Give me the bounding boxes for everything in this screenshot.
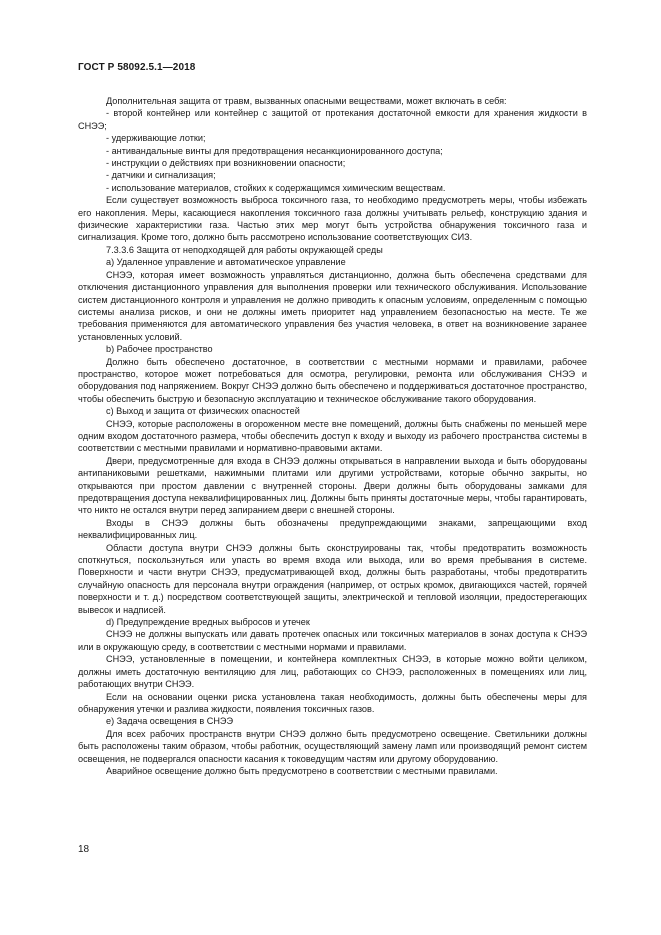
standard-header: ГОСТ Р 58092.5.1—2018: [78, 62, 196, 73]
paragraph: Если существует возможность выброса токсичного газа, то необходимо предусмотреть меры, чтобы избежать его накопления. Меры, касающиеся накопления токсичного газа должны учитывать рельеф, конструкцию здания и физические характеристики газа. Частью этих мер могут быть устройства обнаружения токсичного газа и сигнализация. Кроме того, должно быть рассмотрено использование соответствующих СИЗ.: [78, 195, 587, 243]
list-item: - удерживающие лотки;: [106, 133, 206, 144]
subsection-heading: а) Удаленное управление и автоматическое управление: [106, 257, 346, 268]
list-item: - антивандальные винты для предотвращения несанкционированного доступа;: [106, 145, 443, 156]
document-body: [78, 95, 587, 777]
paragraph: Входы в СНЭЭ должны быть обозначены предупреждающими знаками, запрещающими вход неквалифицированных лиц.: [78, 517, 587, 541]
subsection-heading: e) Задача освещения в СНЭЭ: [106, 716, 234, 727]
page-number: 18: [78, 844, 90, 855]
subsection-heading: c) Выход и защита от физических опасностей: [106, 406, 300, 417]
paragraph: Аварийное освещение должно быть предусмотрено в соответствии с местными правилами.: [106, 765, 498, 776]
paragraph: СНЭЭ не должны выпускать или давать протечек опасных или токсичных материалов в зонах доступа к СНЭЭ или в окружающую среду, в соответствии с местными нормами и правилами.: [78, 629, 587, 652]
subsection-heading: b) Рабочее пространство: [106, 344, 213, 355]
paragraph: СНЭЭ, установленные в помещении, и контейнера комплектных СНЭЭ, в которые можно войти целиком, должны иметь достаточную вентиляцию для лиц, работающих со СНЭЭ, расположенных в помещениях или лиц, работающих внутри СНЭЭ.: [78, 654, 587, 690]
paragraph: СНЭЭ, которые расположены в огороженном месте вне помещений, должны быть снабжены по меньшей мере одним входом достаточного размера, чтобы обеспечить доступ к входу и выходу из рабочего пространства системы в соответствии с местными правилами и нормативно-правовыми актами.: [78, 418, 587, 454]
list-item: - второй контейнер или контейнер с защитой от протекания достаточной емкости для хранения жидкости в СНЭЭ;: [78, 108, 587, 131]
paragraph: Должно быть обеспечено достаточное, в соответствии с местными нормами и правилами, рабочее пространство, которое может потребоваться для осмотра, регулировки, ремонта или обслуживания СНЭЭ и оборудования под напряжением. Вокруг СНЭЭ должно быть обеспечено и поддерживаться достаточное пространство, чтобы обеспечить быструю и безопасную эксплуатацию и техническое обслуживание такого оборудования.: [78, 356, 587, 404]
list-item: - использование материалов, стойких к содержащимся химическим веществам.: [106, 182, 446, 193]
paragraph: СНЭЭ, которая имеет возможность управляться дистанционно, должна быть обеспечена средствами для отключения дистанционного управления для выполнения проверки или технического обслуживания. Использование систем дистанционного контроля и управления не должно приводить к опасным условиям, определенным с помощью системы анализа рисков, и они не должны иметь приоритет над управлением безопасностью на месте. Те же требования применяются для автоматического управления без участия человека, в ответ на возникновение заранее установленных условий.: [78, 269, 587, 342]
list-item: - инструкции о действиях при возникновении опасности;: [106, 158, 346, 169]
paragraph: Если на основании оценки риска установлена такая необходимость, должны быть обеспечены меры для обнаружения утечки и разлива жидкости, появления токсичных газов.: [78, 691, 587, 714]
section-heading: 7.3.3.6 Защита от неподходящей для работы окружающей среды: [106, 244, 383, 255]
paragraph: Для всех рабочих пространств внутри СНЭЭ должно быть предусмотрено освещение. Светильники должны быть расположены таким образом, чтобы работник, осуществляющий замену ламп или производящий ремонт систем освещения, не подвергался опасности касания к токоведущим частям или другому оборудованию.: [78, 728, 587, 764]
paragraph: Дополнительная защита от травм, вызванных опасными веществами, может включать в себя:: [106, 96, 507, 106]
paragraph: Двери, предусмотренные для входа в СНЭЭ должны открываться в направлении выхода и быть оборудованы антипаниковыми решетками, нажимными плитами или другими устройствами, которые обычно закрыты, но открываются при простом давлении с внутренней стороны. Двери должны быть оборудованы замками для предотвращения доступа неквалифицированных лиц. Должны быть приняты достаточные меры, чтобы гарантировать, что никто не остался внутри перед запиранием двери с внешней стороны.: [78, 455, 587, 516]
subsection-heading: d) Предупреждение вредных выбросов и утечек: [106, 617, 310, 628]
list-item: - датчики и сигнализация;: [106, 170, 216, 181]
paragraph: Области доступа внутри СНЭЭ должны быть сконструированы так, чтобы предотвратить возможность споткнуться, поскользнуться или упасть во время входа или выхода, или во время пребывания в системе. Поверхности и части внутри СНЭЭ, предусматривающей вход, должны быть разработаны, чтобы предотвратить случайную опасность для персонала внутри ограждения (например, от острых кромок, двигающихся частей, горячей поверхности и т. д.) посредством соответствующей защиты, электрической и тепловой изоляции, предостерегающих вывесок и надписей.: [78, 542, 587, 615]
